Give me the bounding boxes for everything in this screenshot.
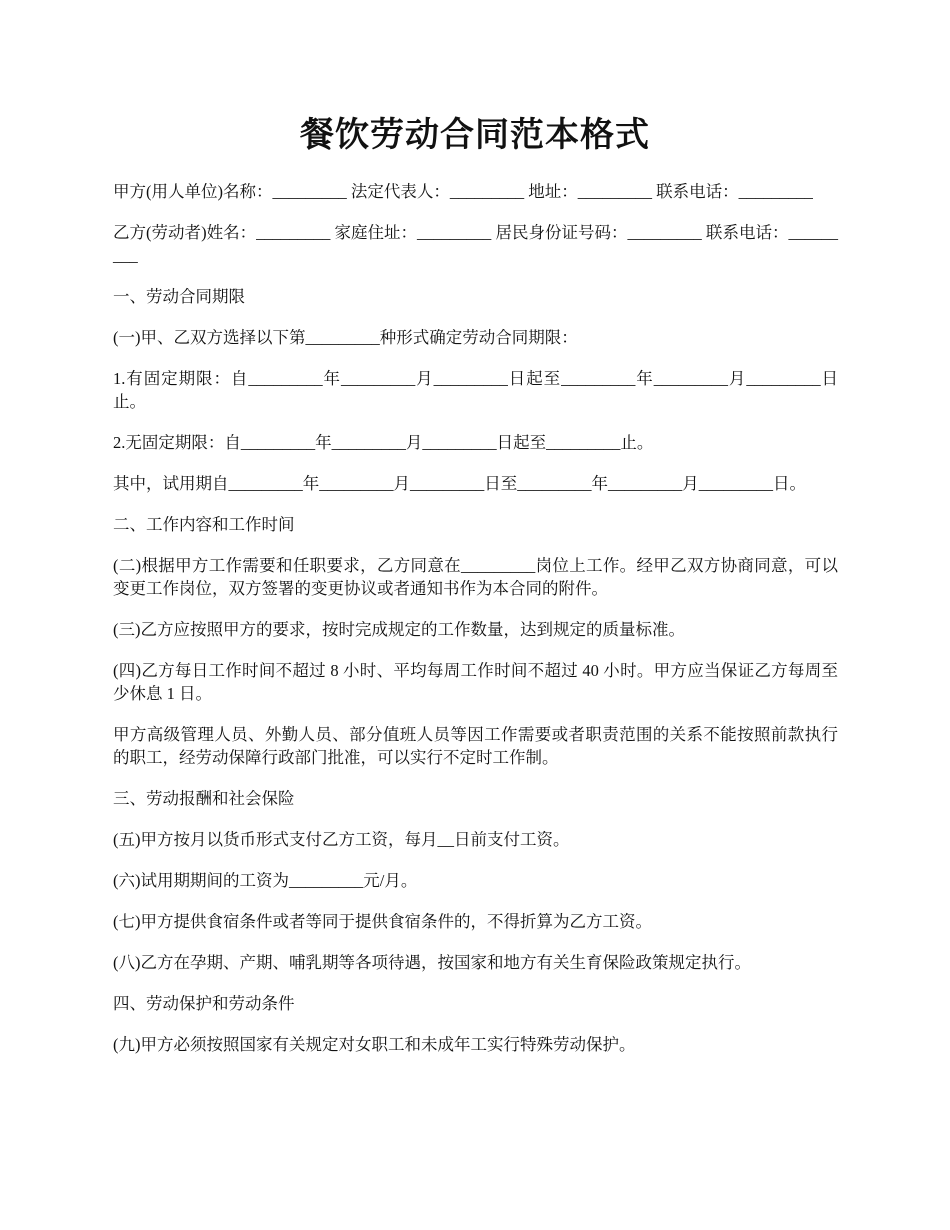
party-a-info: 甲方(用人单位)名称：_________ 法定代表人：_________ 地址：_________ 联系电话：_________ [113, 182, 813, 201]
open-term-item: 2.无固定期限：自_________年_________月_________日起至_________止。 [113, 433, 654, 452]
clause-8: (八)乙方在孕期、产期、哺乳期等各项待遇，按国家和地方有关生育保险政策规定执行。 [113, 953, 751, 972]
clause-5: (五)甲方按月以货币形式支付乙方工资，每月__日前支付工资。 [113, 830, 570, 849]
clause-1: (一)甲、乙双方选择以下第_________种形式确定劳动合同期限： [113, 328, 578, 347]
document-title: 餐饮劳动合同范本格式 [300, 117, 650, 154]
clause-4-note: 甲方高级管理人员、外勤人员、部分值班人员等因工作需要或者职责范围的关系不能按照前款执行的职工，经劳动保障行政部门批准，可以实行不定时工作制。 [113, 725, 838, 767]
clause-4: (四)乙方每日工作时间不超过 8 小时、平均每周工作时间不超过 40 小时。甲方应当保证乙方每周至少休息 1 日。 [113, 661, 838, 703]
clause-2: (二)根据甲方工作需要和任职要求，乙方同意在_________岗位上工作。经甲乙双方协商同意，可以变更工作岗位，双方签署的变更协议或者通知书作为本合同的附件。 [113, 556, 838, 598]
party-b-info: 乙方(劳动者)姓名：_________ 家庭住址：_________ 居民身份证号码：_________ 联系电话：_________ [113, 223, 838, 265]
clause-9: (九)甲方必须按照国家有关规定对女职工和未成年工实行特殊劳动保护。 [113, 1035, 636, 1054]
section-heading-pay: 三、劳动报酬和社会保险 [113, 789, 295, 808]
fixed-term-item: 1.有固定期限：自_________年_________月_________日起至_________年_________月_________日止。 [113, 369, 838, 411]
section-heading-protection: 四、劳动保护和劳动条件 [113, 994, 295, 1013]
probation-item: 其中，试用期自_________年_________月_________日至_________年_________月_________日。 [113, 474, 806, 493]
clause-3: (三)乙方应按照甲方的要求，按时完成规定的工作数量，达到规定的质量标准。 [113, 620, 685, 639]
document-body [113, 180, 838, 1074]
clause-6: (六)试用期期间的工资为_________元/月。 [113, 871, 418, 890]
section-heading-work: 二、工作内容和工作时间 [113, 515, 295, 534]
clause-7: (七)甲方提供食宿条件或者等同于提供食宿条件的，不得折算为乙方工资。 [113, 912, 652, 931]
section-heading-term: 一、劳动合同期限 [113, 287, 245, 306]
